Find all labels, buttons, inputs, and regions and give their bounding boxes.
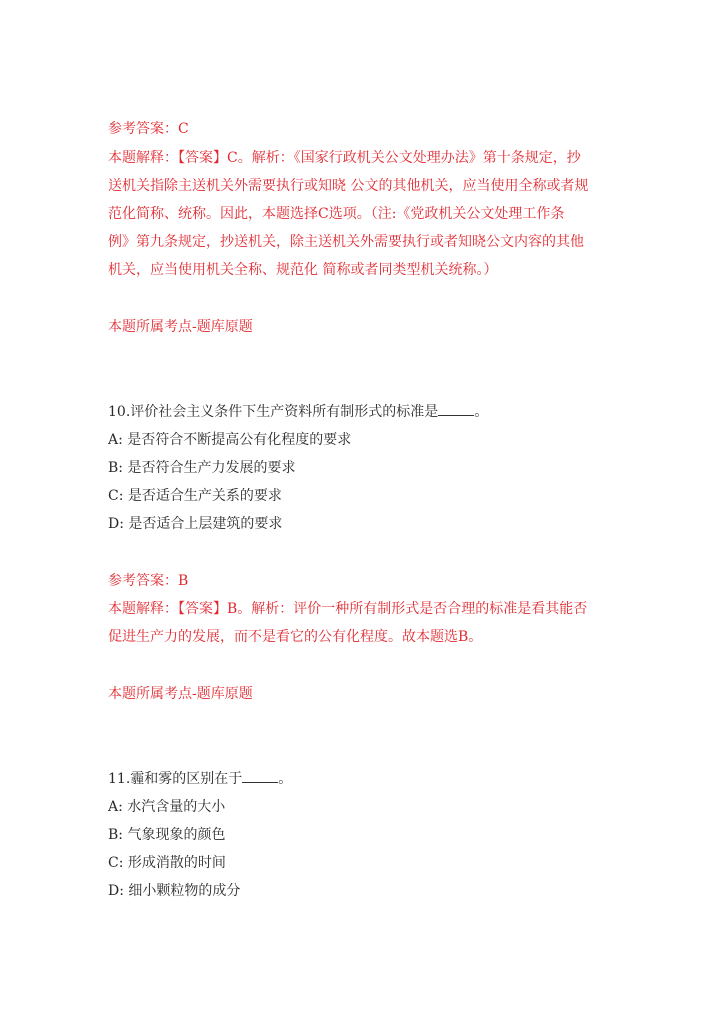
q10-option-a: A: 是否符合不断提高公有化程度的要求 [108, 432, 352, 448]
q10-stem-end: 。 [474, 404, 489, 420]
q10-source-tag: 本题所属考点-题库原题 [108, 686, 253, 702]
q11-stem [108, 769, 292, 789]
q10-option-d: D: 是否适合上层建筑的要求 [108, 516, 283, 532]
q10-option-b: B: 是否符合生产力发展的要求 [108, 460, 296, 476]
q11-stem-text: 11.霾和雾的区别在于 [108, 771, 243, 787]
q11-option-a: A: 水汽含量的大小 [108, 799, 226, 815]
q11-stem-end: 。 [278, 771, 293, 787]
q11-answer-blank [242, 769, 278, 783]
q10-explanation-line-2: 促进生产力的发展，而不是看它的公有化程度。故本题选B。 [108, 629, 483, 645]
q9-answer-label: 参考答案：C [108, 121, 189, 137]
q9-explanation-line-3: 范化简称、统称。因此，本题选择C选项。（注:《党政机关公文处理工作条 [108, 206, 565, 222]
q10-stem [108, 402, 488, 422]
q10-option-c: C: 是否适合生产关系的要求 [108, 488, 282, 504]
q10-explanation-line-1: 本题解释：【答案】B。解析：评价一种所有制形式是否合理的标准是看其能否 [108, 601, 588, 617]
q9-explanation-line-2: 送机关指除主送机关外需要执行或知晓 公文的其他机关，应当使用全称或者规 [108, 178, 589, 194]
q9-explanation-line-5: 机关，应当使用机关全称、规范化 简称或者同类型机关统称。） [108, 262, 498, 278]
q11-option-d: D: 细小颗粒物的成分 [108, 883, 241, 899]
q9-explanation-line-1: 本题解释：【答案】C。解析：《国家行政机关公文处理办法》第十条规定，抄 [108, 150, 581, 166]
q10-answer-blank [438, 402, 474, 416]
q10-stem-text: 10.评价社会主义条件下生产资料所有制形式的标准是 [108, 404, 439, 420]
q11-option-c: C: 形成消散的时间 [108, 855, 226, 871]
q9-explanation-line-4: 例》第九条规定，抄送机关，除主送机关外需要执行或者知晓公文内容的其他 [108, 234, 584, 250]
q9-source-tag: 本题所属考点-题库原题 [108, 319, 253, 335]
q10-answer-label: 参考答案：B [108, 573, 189, 589]
q11-option-b: B: 气象现象的颜色 [108, 827, 226, 843]
